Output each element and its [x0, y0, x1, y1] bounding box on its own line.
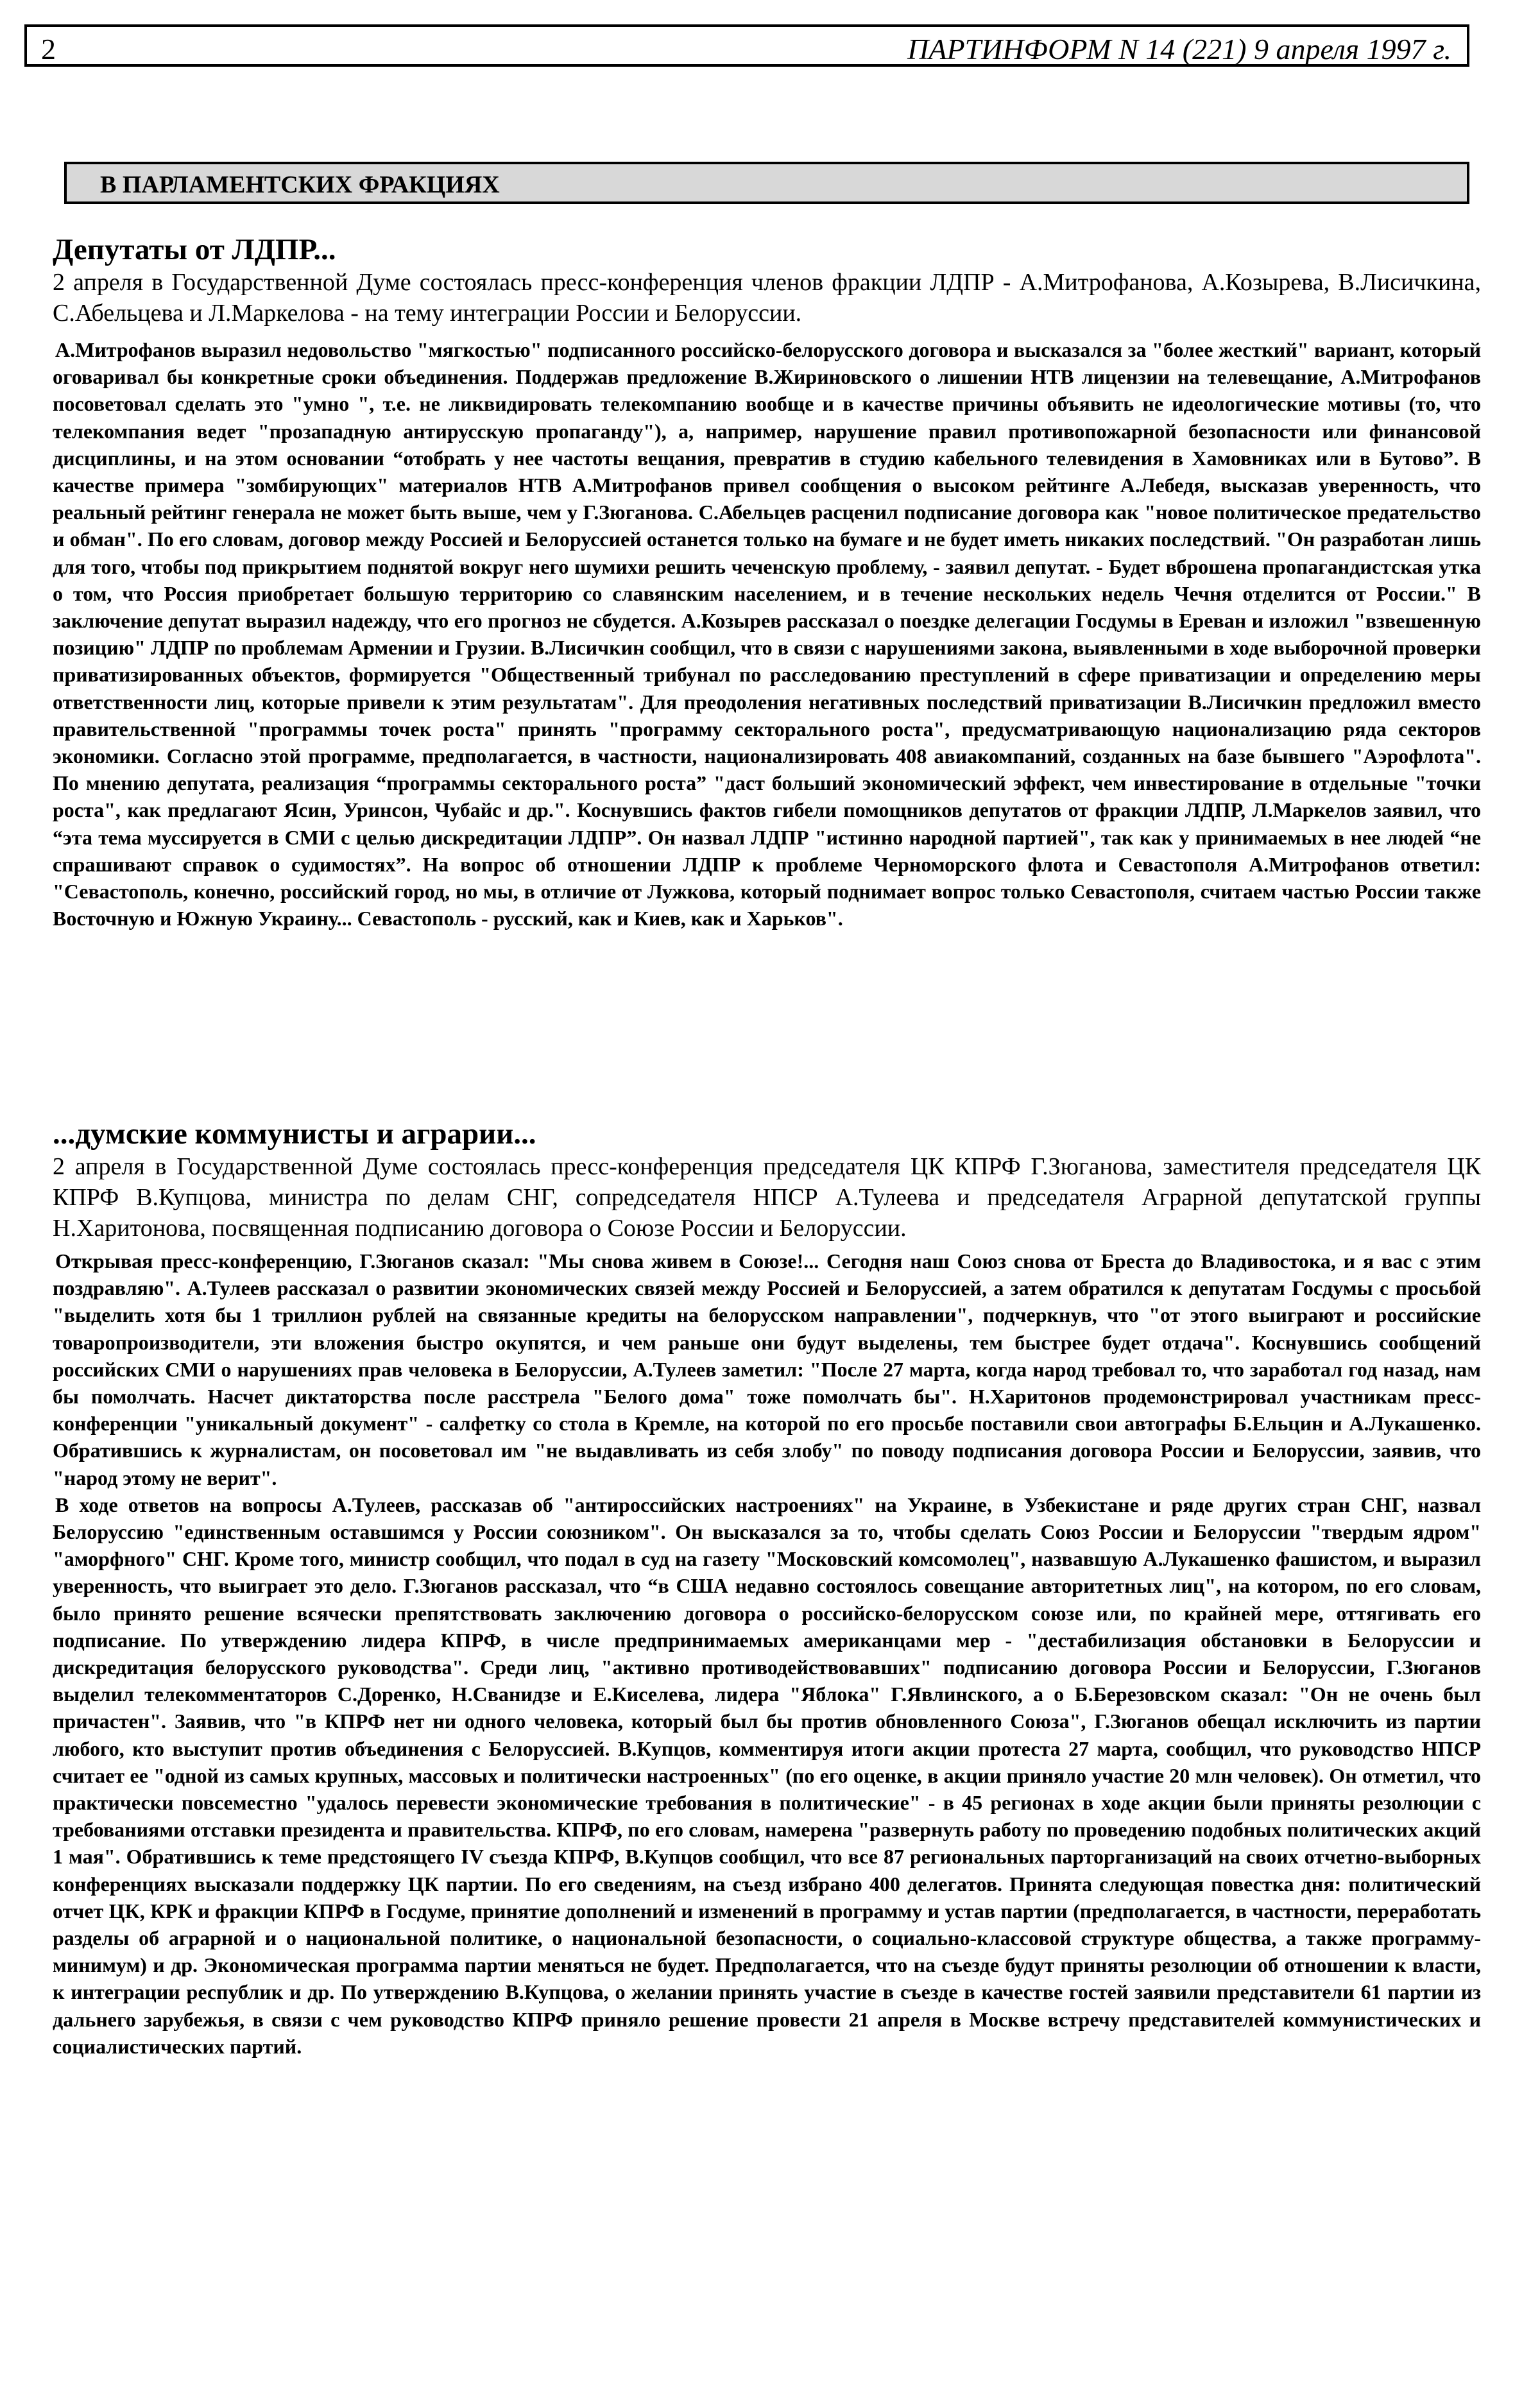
- article-paragraph: Открывая пресс-конференцию, Г.Зюганов сказал: "Мы снова живем в Союзе!... Сегодня наш Союз снова от Бреста до Владивостока, и я вас с этим поздравляю". А.Тулеев рассказал о развитии экономических связей между Россией и Белоруссией, а затем обратился к депутатам Госдумы с просьбой "выделить хотя бы 1 триллион рублей на связанные кредиты на белорусском направлении", подчеркнув, что "от этого выиграют и российские товаропроизводители, эти вложения быстро окупятся, и чем раньше они будут выделены, тем быстрее будет отдача". Коснувшись сообщений российских СМИ о нарушениях прав человека в Белоруссии, А.Тулеев заметил: "После 27 марта, когда народ требовал то, что заработал год назад, нам бы помолчать. Насчет диктаторства после расстрела "Белого дома" тоже помолчать бы". Н.Харитонов продемонстрировал участникам пресс-конференции "уникальный документ" - салфетку со стола в Кремле, на которой по его просьбе поставили свои автографы Б.Ельцин и А.Лукашенко. Обратившись к журналистам, он посоветовал им "не выдавливать из себя злобу" по поводу подписания договора России и Белоруссии, заявив, что "народ этому не верит".: [53, 1249, 1481, 1489]
- article-kprf: [53, 1117, 1481, 2060]
- article-lead: 2 апреля в Государственной Думе состоялась пресс-конференция членов фракции ЛДПР - А.Митрофанова, А.Козырева, В.Лисичкина, С.Абельцева и Л.Маркелова - на тему интеграции России и Белоруссии.: [53, 269, 1481, 327]
- publication-title: ПАРТИНФОРМ N 14 (221) 9 апреля 1997 г.: [907, 33, 1451, 65]
- section-heading-bar: [64, 162, 1469, 204]
- section-title: В ПАРЛАМЕНТСКИХ ФРАКЦИЯХ: [100, 171, 500, 198]
- page-header: [24, 24, 1469, 67]
- article-title: Депутаты от ЛДПР...: [53, 233, 336, 266]
- article-title: ...думские коммунисты и аграрии...: [53, 1117, 536, 1151]
- article-paragraph: А.Митрофанов выразил недовольство "мягкостью" подписанного российско-белорусского договора и высказался за "более жесткий" вариант, который оговаривал бы конкретные сроки объединения. Поддержав предложение В.Жириновского о лишении НТВ лицензии на телевещание, А.Митрофанов посоветовал сделать это "умно ", т.е. не ликвидировать телекомпанию вообще и в качестве причины объявить не идеологические мотивы (то, что телекомпания ведет "прозападную антирусскую пропаганду"), а, например, нарушение правил противопожарной безопасности или финансовой дисциплины, и на этом основании “отобрать у нее частоты вещания, превратив в студию кабельного телевидения в Хамовниках или в Бутово”. В качестве примера "зомбирующих" материалов НТВ А.Митрофанов привел сообщения о высоком рейтинге А.Лебедя, высказав уверенность, что реальный рейтинг генерала не может быть выше, чем у Г.Зюганова. С.Абельцев расценил подписание договора как "новое политическое предательство и обман". По его словам, договор между Россией и Белоруссией останется только на бумаге и не будет иметь никаких последствий. "Он разработан лишь для того, чтобы под прикрытием поднятой вокруг него шумихи решить чеченскую проблему, - заявил депутат. - Будет вброшена пропагандистская утка о том, что Россия приобретает большую территорию со славянским населением, и в течение нескольких недель Чечня отделится от России." В заключение депутат выразил надежду, что его прогноз не сбудется. А.Козырев рассказал о поездке делегации Госдумы в Ереван и изложил "взвешенную позицию" ЛДПР по проблемам Армении и Грузии. В.Лисичкин сообщил, что в связи с нарушениями закона, выявленными в ходе выборочной проверки приватизированных объектов, формируется "Общественный трибунал по расследованию преступлений в сфере приватизации и определению меры ответственности лиц, которые привели к этим результатам". Для преодоления негативных последствий приватизации В.Лисичкин предложил вместо правительственной "программы точек роста" принять "программу секторального роста", предусматривающую национализацию ряда секторов экономики. Согласно этой программе, предполагается, в частности, национализировать 408 авиакомпаний, созданных на базе бывшего "Аэрофлота". По мнению депутата, реализация “программы секторального роста” "даст больший экономический эффект, чем инвестирование в отдельные "точки роста", как предлагают Ясин, Уринсон, Чубайс и др.". Коснувшись фактов гибели помощников депутатов от фракции ЛДПР, Л.Маркелов заявил, что “эта тема муссируется в СМИ с целью дискредитации ЛДПР”. Он назвал ЛДПР "истинно народной партией", так как у принимаемых в нее людей “не спрашивают справок о судимостях”. На вопрос об отношении ЛДПР к проблеме Черноморского флота и Севастополя А.Митрофанов ответил: "Севастополь, конечно, российский город, но мы, в отличие от Лужкова, который поднимает вопрос только Севастополя, считаем частью России также Восточную и Южную Украину... Севастополь - русский, как и Киев, как и Харьков".: [53, 338, 1481, 930]
- article-lead: 2 апреля в Государственной Думе состоялась пресс-конференция председателя ЦК КПРФ Г.Зюганова, заместителя председателя ЦК КПРФ В.Купцова, министра по делам СНГ, сопредседателя НПСР А.Тулеева и председателя Аграрной депутатской группы Н.Харитонова, посвященная подписанию договора о Союзе России и Белоруссии.: [53, 1153, 1481, 1242]
- article-ldpr: [53, 232, 1481, 932]
- page-number: 2: [41, 33, 56, 65]
- article-paragraph: В ходе ответов на вопросы А.Тулеев, рассказав об "антироссийских настроениях" на Украине, в Узбекистане и ряде других стран СНГ, назвал Белоруссию "единственным оставшимся у России союзником". Он высказался за то, чтобы сделать Союз России и Белоруссии "твердым ядром" "аморфного" СНГ. Кроме того, министр сообщил, что подал в суд на газету "Московский комсомолец", назвавшую А.Лукашенко фашистом, и выразил уверенность, что выиграет это дело. Г.Зюганов рассказал, что “в США недавно состоялось совещание авторитетных лиц", на котором, по его словам, было принято решение всячески препятствовать заключению договора о российско-белорусском союзе или, по крайней мере, оттягивать его подписание. По утверждению лидера КПРФ, в числе предпринимаемых американцами мер - "дестабилизация обстановки в Белоруссии и дискредитация белорусского руководства". Среди лиц, "активно противодействовавших" подписанию договора России и Белоруссии, Г.Зюганов выделил телекомментаторов С.Доренко, Н.Сванидзе и Е.Киселева, лидера "Яблока" Г.Явлинского, а о Б.Березовском сказал: "Он не очень был причастен". Заявив, что "в КПРФ нет ни одного человека, который был бы против обновленного Союза", Г.Зюганов обещал исключить из партии любого, кто выступит против объединения с Белоруссией. В.Купцов, комментируя итоги акции протеста 27 марта, сообщил, что руководство НПСР считает ее "одной из самых крупных, массовых и политически настроенных" (по его оценке, в акции приняло участие 20 млн человек). Он отметил, что практически повсеместно "удалось перевести экономические требования в политические" - в 45 регионах в ходе акции были приняты резолюции с требованиями отставки президента и правительства. КПРФ, по его словам, намерена "развернуть работу по проведению подобных политических акций 1 мая". Обратившись к теме предстоящего IV съезда КПРФ, В.Купцов сообщил, что все 87 региональных парторганизаций на своих отчетно-выборных конференциях высказали поддержку ЦК партии. По его сведениям, на съезд избрано 400 делегатов. Принята следующая повестка дня: политический отчет ЦК, КРК и фракции КПРФ в Госдуме, принятие дополнений и изменений в программу и устав партии (предполагается, в частности, переработать разделы об аграрной и о национальной политике, о национальной безопасности, о социально-классовой структуре общества, а также программу-минимум) и др. Экономическая программа партии меняться не будет. Предполагается, что на съезде будут приняты резолюции об отношении к власти, к интеграции республик и др. По утверждению В.Купцова, о желании принять участие в съезде в качестве гостей заявили представители 61 партии из дальнего зарубежья, в связи с чем руководство КПРФ приняло решение провести 21 апреля в Москве встречу представителей коммунистических и социалистических партий.: [53, 1493, 1481, 2058]
